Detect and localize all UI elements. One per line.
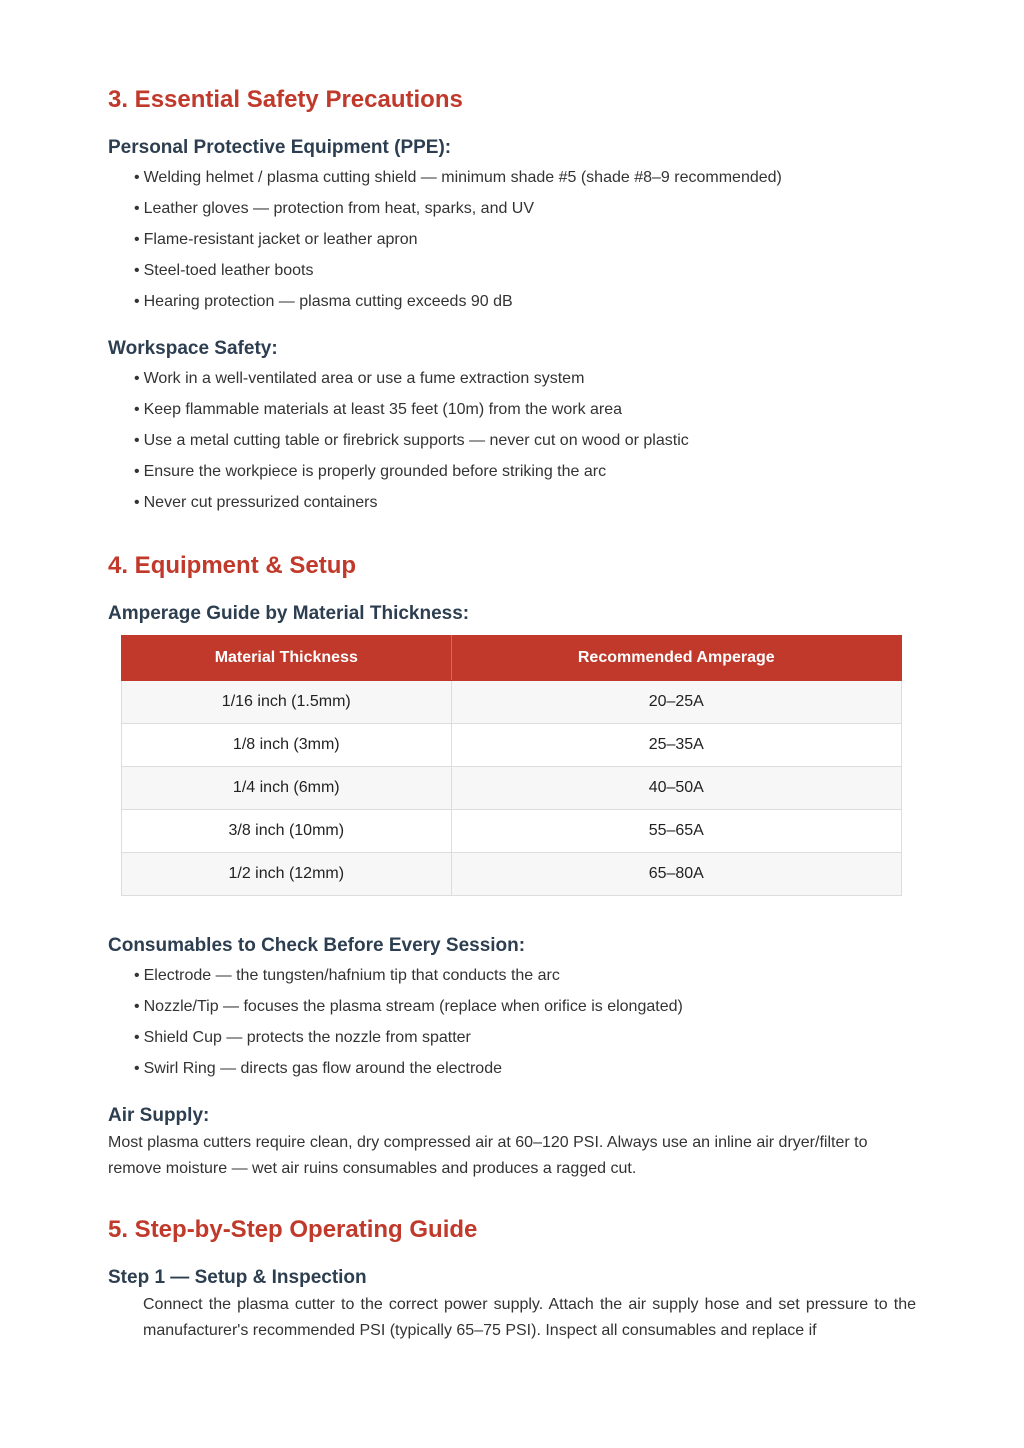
amperage-cell: 40–50A (451, 767, 901, 810)
table-row (122, 810, 902, 853)
step-1-text: Connect the plasma cutter to the correct power supply. Attach the air supply hose and set pressure to the manufacturer's recommended PSI (typically 65–75 PSI). Inspect all consumables and replace if (143, 1296, 916, 1339)
amperage-cell: 20–25A (451, 681, 901, 724)
workspace-heading: Workspace Safety: (108, 338, 278, 359)
consumables-heading: Consumables to Check Before Every Session: (108, 935, 526, 956)
section-4-title: 4. Equipment & Setup (108, 552, 357, 579)
thickness-cell: 1/2 inch (12mm) (122, 853, 452, 896)
section-3-title: 3. Essential Safety Precautions (108, 86, 463, 113)
step-1-heading: Step 1 — Setup & Inspection (108, 1267, 367, 1288)
document-page (108, 0, 916, 1344)
table-row (122, 853, 902, 896)
table-header-row (122, 636, 902, 681)
consumables-list (108, 960, 916, 1084)
amperage-table (121, 635, 902, 896)
thickness-cell: 1/16 inch (1.5mm) (122, 681, 452, 724)
workspace-list (108, 363, 916, 518)
table-row (122, 681, 902, 724)
thickness-cell: 3/8 inch (10mm) (122, 810, 452, 853)
amperage-cell: 25–35A (451, 724, 901, 767)
amperage-cell: 55–65A (451, 810, 901, 853)
column-header-thickness: Material Thickness (122, 636, 452, 681)
list-item: • Keep flammable materials at least 35 feet (10m) from the work area (134, 394, 916, 425)
ppe-list (108, 162, 916, 317)
list-item: • Use a metal cutting table or firebrick supports — never cut on wood or plastic (134, 425, 916, 456)
list-item: • Leather gloves — protection from heat, sparks, and UV (134, 193, 916, 224)
table-row (122, 767, 902, 810)
amperage-cell: 65–80A (451, 853, 901, 896)
list-item: • Hearing protection — plasma cutting exceeds 90 dB (134, 286, 916, 317)
list-item: • Steel-toed leather boots (134, 255, 916, 286)
list-item: • Flame-resistant jacket or leather apron (134, 224, 916, 255)
list-item: • Welding helmet / plasma cutting shield — minimum shade #5 (shade #8–9 recommended) (134, 162, 916, 193)
list-item: • Work in a well-ventilated area or use a fume extraction system (134, 363, 916, 394)
table-row (122, 724, 902, 767)
list-item: • Ensure the workpiece is properly grounded before striking the arc (134, 456, 916, 487)
air-supply-heading: Air Supply: (108, 1105, 210, 1126)
amperage-heading: Amperage Guide by Material Thickness: (108, 603, 470, 624)
list-item: • Nozzle/Tip — focuses the plasma stream (replace when orifice is elongated) (134, 991, 916, 1022)
ppe-heading: Personal Protective Equipment (PPE): (108, 137, 452, 158)
column-header-amperage: Recommended Amperage (451, 636, 901, 681)
thickness-cell: 1/8 inch (3mm) (122, 724, 452, 767)
list-item: • Electrode — the tungsten/hafnium tip that conducts the arc (134, 960, 916, 991)
section-5-title: 5. Step-by-Step Operating Guide (108, 1216, 478, 1243)
air-supply-text: Most plasma cutters require clean, dry compressed air at 60–120 PSI. Always use an inline air dryer/filter to remove moisture — wet air ruins consumables and produces a ragged cut. (108, 1134, 868, 1177)
thickness-cell: 1/4 inch (6mm) (122, 767, 452, 810)
list-item: • Shield Cup — protects the nozzle from spatter (134, 1022, 916, 1053)
list-item: • Swirl Ring — directs gas flow around the electrode (134, 1053, 916, 1084)
list-item: • Never cut pressurized containers (134, 487, 916, 518)
